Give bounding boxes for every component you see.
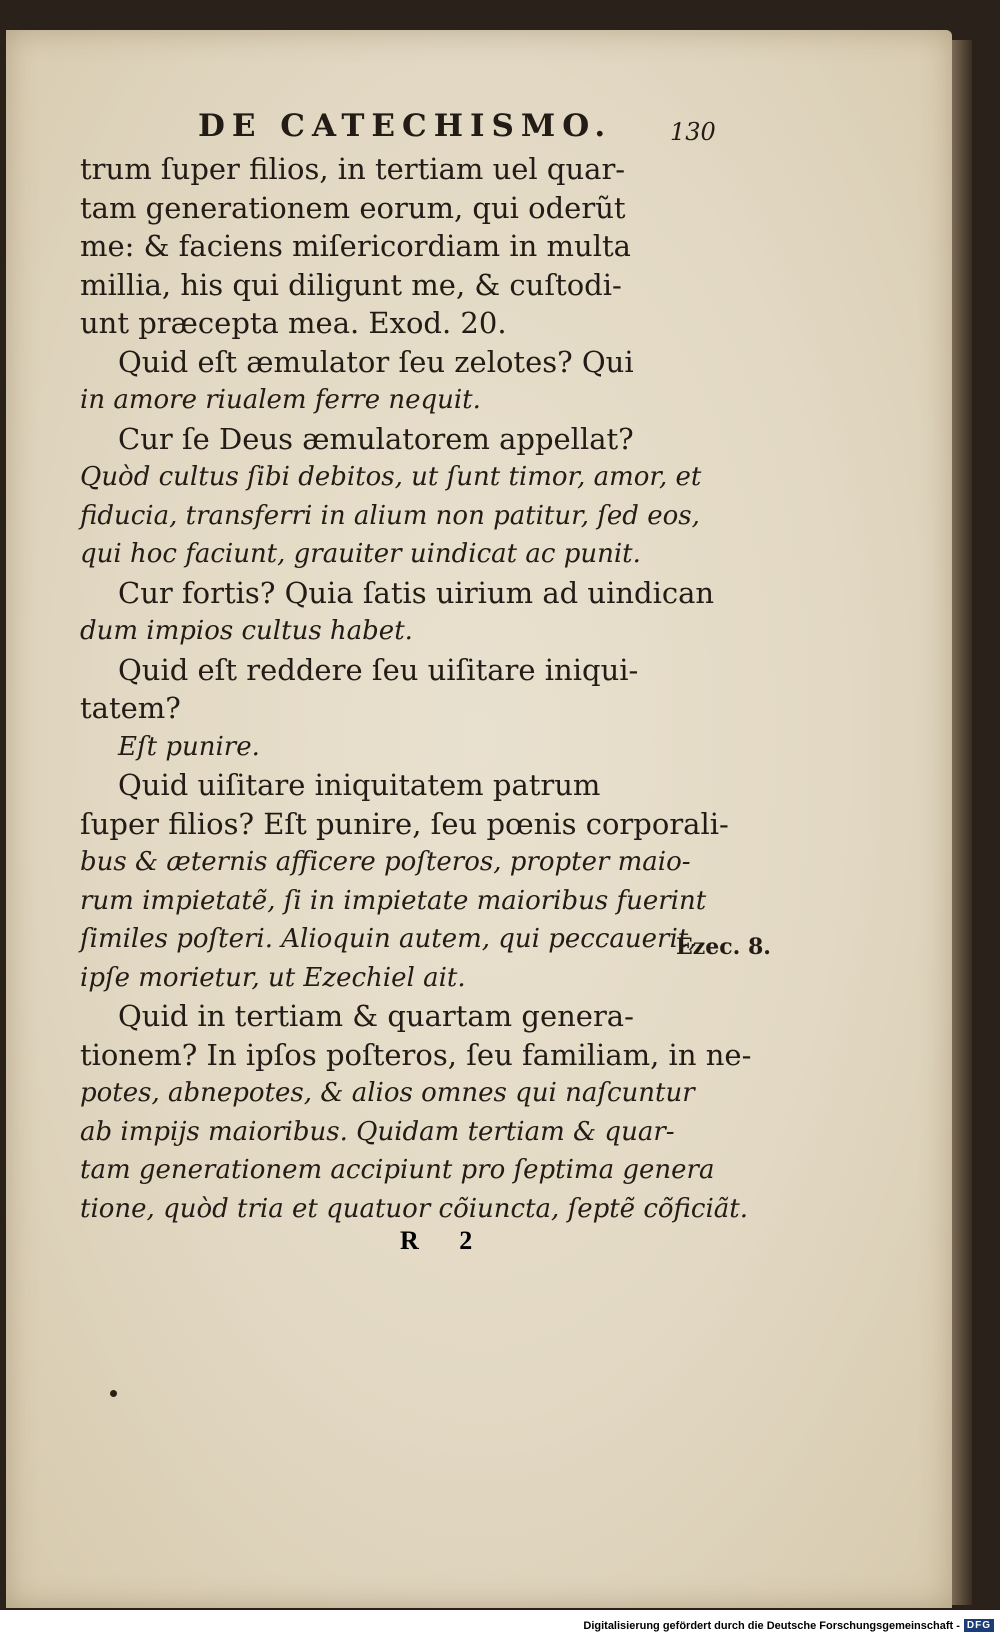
text-line: Quid eſt reddere ſeu uiſitare iniqui- xyxy=(118,652,639,687)
footer-credit xyxy=(583,1619,994,1632)
running-head-title: DE CATECHISMO. xyxy=(198,108,613,144)
text-line: potes, abnepotes, & alios omnes qui naſcuntur xyxy=(80,1078,695,1108)
text-line: Cur ſe Deus æmulatorem appellat? xyxy=(118,421,634,456)
text-line: Cur fortis? Quia ſatis uirium ad uindican xyxy=(118,575,715,610)
text-line: trum ſuper filios, in tertiam uel quar- xyxy=(80,152,626,186)
page-text xyxy=(80,98,771,1228)
text-line: Eſt punire. xyxy=(118,731,260,762)
text-line: in amore riualem ferre nequit. xyxy=(80,385,481,415)
text-line: Quid uiſitare iniquitatem patrum xyxy=(118,768,601,802)
text-line: Quòd cultus ſibi debitos, ut ſunt timor, amor, et xyxy=(80,462,702,492)
folio-number: 130 xyxy=(670,118,716,146)
text-line: tatem? xyxy=(80,691,181,725)
dfg-logo: DFG xyxy=(964,1619,994,1632)
text-line: tam generationem eorum, qui oderũt xyxy=(80,190,626,225)
text-line: Quid in tertiam & quartam genera- xyxy=(118,999,634,1033)
text-line: ſimiles poſteri. Alioquin autem, qui peccauerit, xyxy=(80,924,697,954)
text-line: qui hoc faciunt, grauiter uindicat ac punit. xyxy=(80,539,641,569)
text-line: tione, quòd tria et quatuor cõiuncta, ſeptẽ cõficiãt. xyxy=(80,1193,748,1224)
margin-note: Ezec. 8. xyxy=(676,934,771,960)
text-line: ipſe morietur, ut Ezechiel ait. xyxy=(80,962,466,993)
text-line: millia, his qui diligunt me, & cuſtodi- xyxy=(80,267,622,302)
signature-mark: R 2 xyxy=(400,1226,473,1255)
text-line: unt præcepta mea. Exod. 20. xyxy=(80,306,507,340)
text-line: ſuper filios? Eſt punire, ſeu pœnis corporali- xyxy=(80,806,729,841)
text-line: ab impijs maioribus. Quidam tertiam & quar- xyxy=(80,1116,675,1147)
ink-spot xyxy=(110,1390,117,1397)
text-line: tam generationem accipiunt pro ſeptima genera xyxy=(80,1155,715,1185)
text-line: tionem? In ipſos poſteros, ſeu familiam, in ne- xyxy=(80,1037,752,1072)
text-line: me: & faciens miſericordiam in multa xyxy=(80,229,631,263)
text-line: bus & æternis afficere poſteros, propter maio- xyxy=(80,847,691,877)
running-head xyxy=(80,98,720,150)
text-line: dum impios cultus habet. xyxy=(80,616,413,646)
text-line: fiducia, transferri in alium non patitur, ſed eos, xyxy=(80,500,700,531)
page-edge xyxy=(952,40,972,1605)
text-line: rum impietatẽ, ſi in impietate maioribus fuerint xyxy=(80,885,707,916)
text-line: Quid eſt æmulator ſeu zelotes? Qui xyxy=(118,344,634,379)
footer-credit-text: Digitalisierung gefördert durch die Deutsche Forschungsgemeinschaft - xyxy=(583,1619,960,1632)
